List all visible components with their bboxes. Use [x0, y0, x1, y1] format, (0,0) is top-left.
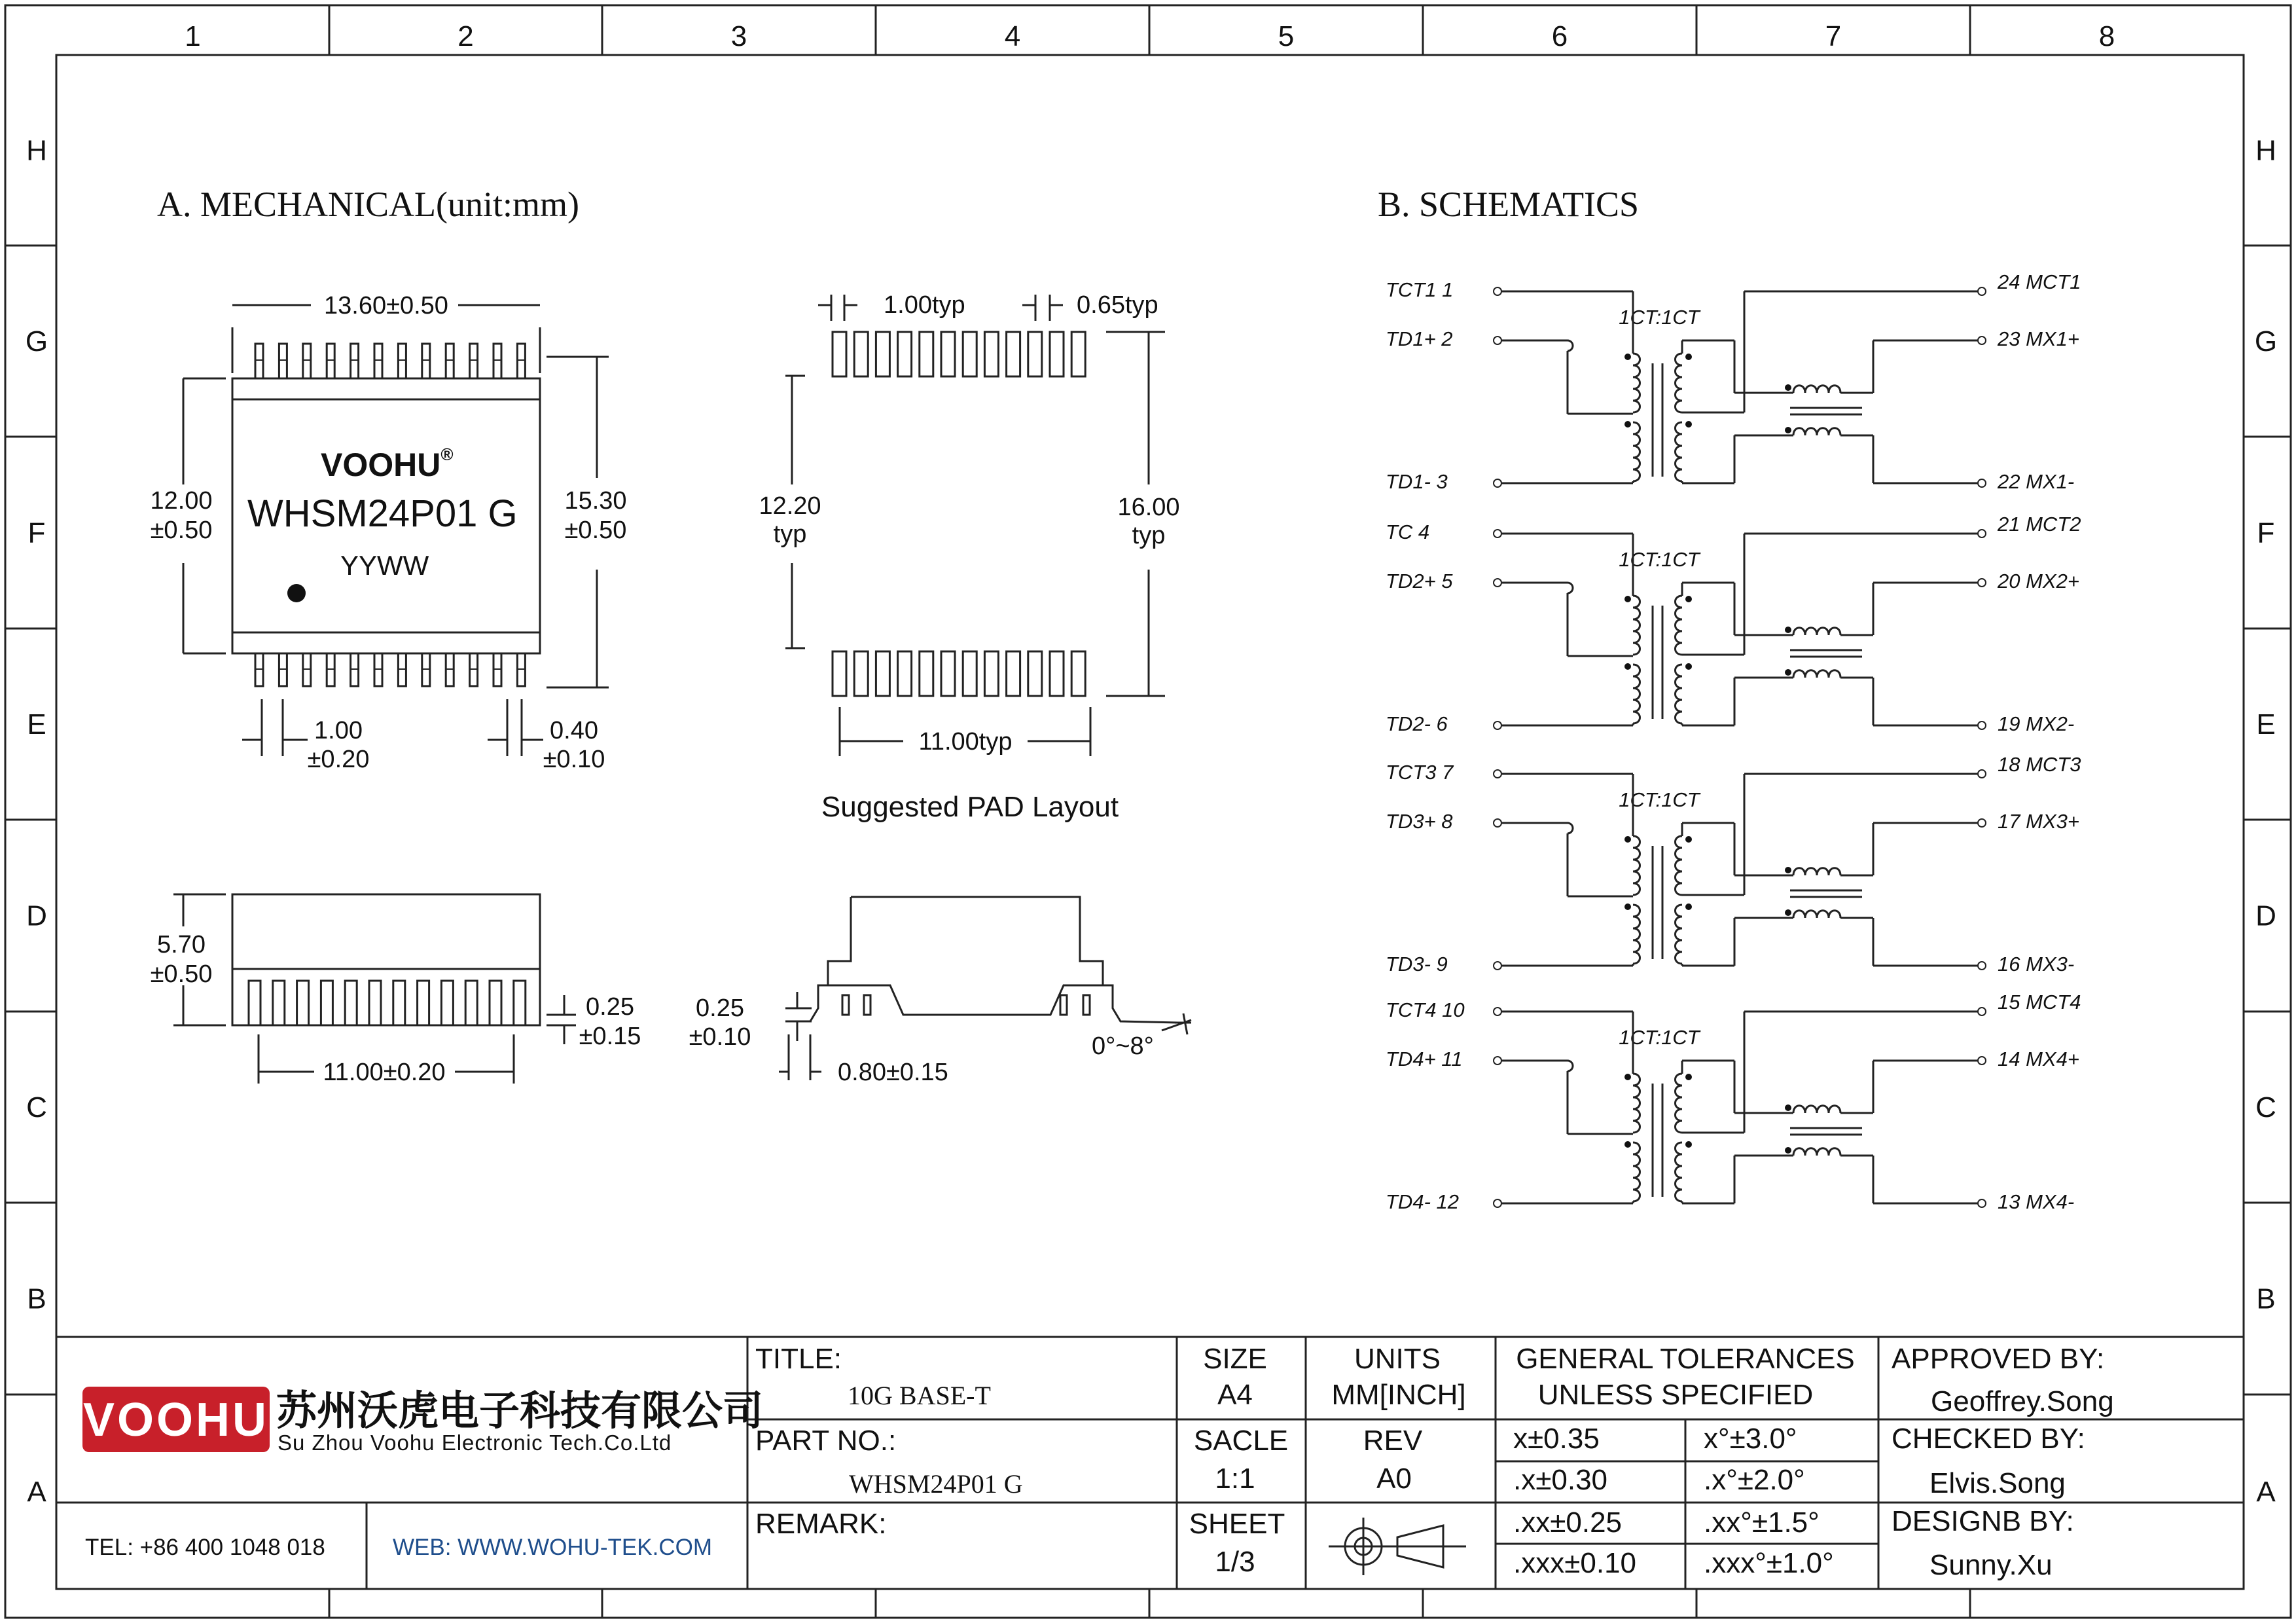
pin-label: 17 MX3+	[1998, 810, 2079, 833]
datecode-mark: YYWW	[340, 550, 429, 581]
rev-label: REV	[1363, 1425, 1423, 1457]
grid-column-label: 7	[1825, 20, 1842, 52]
polarity-dot	[1685, 903, 1692, 910]
pin-terminal	[1494, 337, 1501, 344]
pin-terminal	[1978, 721, 1986, 729]
grid-row-label: D	[2255, 900, 2276, 932]
pin-label: TD4+ 11	[1386, 1048, 1463, 1070]
web-link[interactable]: WEB: WWW.WOHU-TEK.COM	[393, 1535, 712, 1560]
pin-terminal	[1978, 337, 1986, 344]
tolerance-linear: .xxx±0.10	[1513, 1547, 1637, 1579]
polarity-dot	[1785, 627, 1791, 633]
pin-label: TD2- 6	[1386, 712, 1448, 735]
pin-label: 15 MCT4	[1998, 991, 2081, 1013]
lead-thickness-1: 0.25	[696, 994, 744, 1022]
sheet-label: SHEET	[1189, 1508, 1285, 1540]
dim-top-width: 13.60±0.50	[324, 292, 448, 319]
sheet-value: 1/3	[1215, 1546, 1255, 1578]
tolerance-angular: .x°±2.0°	[1704, 1464, 1805, 1496]
part-mark: WHSM24P01 G	[247, 492, 518, 535]
pin-label: 19 MX2-	[1998, 712, 2075, 735]
pin-terminal	[1494, 819, 1501, 827]
pin-label: 23 MX1+	[1998, 327, 2079, 350]
pad-span: 11.00typ	[918, 728, 1013, 756]
pin-label: 13 MX4-	[1998, 1190, 2075, 1213]
grid-row-label: C	[26, 1091, 47, 1123]
checked-label: CHECKED BY:	[1892, 1423, 2085, 1455]
dim-overall-height-2: ±0.50	[564, 517, 627, 544]
pin-label: TD1+ 2	[1386, 327, 1453, 350]
pin-terminal	[1494, 962, 1501, 970]
pin-terminal	[1978, 819, 1986, 827]
pin-label: 14 MX4+	[1998, 1048, 2079, 1070]
polarity-dot	[1685, 1141, 1692, 1148]
grid-column-label: 8	[2098, 20, 2115, 52]
polarity-dot	[1785, 1104, 1791, 1111]
pin-terminal	[1494, 1057, 1501, 1065]
units-label: UNITS	[1354, 1343, 1441, 1375]
pad-pitch: 1.00typ	[884, 291, 965, 319]
dim-body-height-1: 12.00	[150, 487, 213, 515]
pad-inner-2: typ	[773, 520, 807, 548]
pin-terminal	[1978, 1057, 1986, 1065]
polarity-dot	[1624, 354, 1631, 360]
pin-label: TC 4	[1386, 520, 1430, 543]
pin-terminal	[1494, 1008, 1501, 1015]
designed-label: DESIGNB BY:	[1892, 1505, 2074, 1537]
schematics-heading: B. SCHEMATICS	[1378, 185, 1640, 224]
pin-terminal	[1494, 1199, 1501, 1207]
polarity-dot	[1785, 669, 1791, 676]
grid-row-label: B	[27, 1283, 46, 1315]
part-value: WHSM24P01 G	[849, 1469, 1023, 1499]
grid-column-label: 6	[1551, 20, 1568, 52]
pin-terminal	[1978, 287, 1986, 295]
polarity-dot	[1624, 1141, 1631, 1148]
polarity-dot	[1685, 596, 1692, 602]
polarity-dot	[1624, 421, 1631, 428]
grid-row-label: C	[2255, 1091, 2276, 1123]
polarity-dot	[1785, 427, 1791, 433]
remark-label: REMARK:	[755, 1508, 887, 1540]
grid-column-label: 5	[1278, 20, 1295, 52]
size-label: SIZE	[1203, 1343, 1267, 1375]
pin-label: 21 MCT2	[1998, 513, 2081, 536]
dim-height-2: ±0.50	[150, 960, 213, 988]
grid-column-label: 2	[457, 20, 474, 52]
grid-column-label: 4	[1004, 20, 1021, 52]
pin-label: 24 MCT1	[1998, 270, 2081, 293]
dim-body-height-2: ±0.50	[150, 517, 213, 544]
grid-row-label: E	[27, 708, 46, 740]
mechanical-heading: A. MECHANICAL(unit:mm)	[157, 185, 579, 224]
pin-terminal	[1494, 579, 1501, 587]
polarity-dot	[1785, 867, 1791, 873]
grid-row-label: G	[25, 325, 48, 357]
pin-label: TCT1 1	[1386, 278, 1454, 301]
transformer-ratio: 1CT:1CT	[1619, 306, 1700, 329]
polarity-dot	[1624, 903, 1631, 910]
approved-value: Geoffrey.Song	[1931, 1385, 2114, 1417]
tolerance-linear: .xx±0.25	[1513, 1506, 1623, 1539]
lead-thickness-2: ±0.10	[689, 1023, 751, 1051]
pin1-dot	[287, 584, 306, 602]
pin-terminal	[1978, 479, 1986, 487]
pin-label: TCT3 7	[1386, 761, 1454, 784]
units-value: MM[INCH]	[1331, 1379, 1466, 1411]
company-name-en: Su Zhou Voohu Electronic Tech.Co.Ltd	[278, 1431, 672, 1455]
grid-column-label: 3	[730, 20, 747, 52]
grid-row-label: G	[2254, 325, 2278, 357]
scale-value: 1:1	[1215, 1463, 1255, 1495]
pin-label: TD3- 9	[1386, 953, 1448, 976]
grid-row-label: F	[27, 517, 46, 549]
checked-value: Elvis.Song	[1929, 1467, 2066, 1499]
dim-overall-height-1: 15.30	[564, 487, 627, 515]
title-label: TITLE:	[755, 1343, 842, 1375]
pin-label: 18 MCT3	[1998, 753, 2081, 776]
tolerance-label-2: UNLESS SPECIFIED	[1537, 1379, 1814, 1411]
size-value: A4	[1217, 1379, 1253, 1411]
pin-terminal	[1494, 287, 1501, 295]
grid-row-label: D	[26, 900, 47, 932]
pin-terminal	[1494, 721, 1501, 729]
dim-lead-span: 11.00±0.20	[323, 1059, 446, 1086]
pin-terminal	[1978, 579, 1986, 587]
pin-terminal	[1978, 530, 1986, 538]
dim-lead-width-1: 0.40	[550, 717, 598, 744]
polarity-dot	[1624, 836, 1631, 843]
tolerance-linear: .x±0.30	[1513, 1464, 1608, 1496]
dim-pitch-2: ±0.20	[307, 746, 370, 773]
pin-terminal	[1978, 1008, 1986, 1015]
pin-label: TD1- 3	[1386, 470, 1448, 493]
tolerance-angular: x°±3.0°	[1704, 1423, 1797, 1455]
grid-column-label: 1	[185, 20, 201, 52]
foot-length: 0.80±0.15	[838, 1059, 948, 1086]
transformer-ratio: 1CT:1CT	[1619, 1026, 1700, 1049]
pad-caption: Suggested PAD Layout	[821, 791, 1119, 823]
polarity-dot	[1685, 1074, 1692, 1080]
pin-terminal	[1494, 479, 1501, 487]
pin-label: 16 MX3-	[1998, 953, 2075, 976]
pin-terminal	[1494, 530, 1501, 538]
pin-label: TCT4 10	[1386, 998, 1465, 1021]
pad-outer-2: typ	[1132, 522, 1166, 549]
pin-terminal	[1978, 962, 1986, 970]
grid-row-label: B	[2256, 1283, 2276, 1315]
polarity-dot	[1685, 836, 1692, 843]
polarity-dot	[1785, 909, 1791, 916]
dim-pitch-1: 1.00	[314, 717, 363, 744]
polarity-dot	[1624, 1074, 1631, 1080]
pin-label: TD3+ 8	[1386, 810, 1453, 833]
pin-terminal	[1494, 770, 1501, 778]
grid-row-label: H	[26, 134, 47, 167]
dim-standoff-2: ±0.15	[579, 1023, 641, 1050]
polarity-dot	[1685, 663, 1692, 670]
tolerance-label-1: GENERAL TOLERANCES	[1516, 1343, 1855, 1375]
transformer-ratio: 1CT:1CT	[1619, 548, 1700, 571]
grid-row-label: H	[2255, 134, 2276, 167]
transformer-ratio: 1CT:1CT	[1619, 788, 1700, 811]
grid-row-label: A	[27, 1476, 46, 1508]
designed-value: Sunny.Xu	[1929, 1549, 2053, 1581]
company-name-cn: 苏州沃虎电子科技有限公司	[276, 1389, 764, 1434]
polarity-dot	[1624, 596, 1631, 602]
polarity-dot	[1685, 421, 1692, 428]
pin-label: 20 MX2+	[1998, 570, 2079, 593]
polarity-dot	[1785, 1147, 1791, 1154]
rev-value: A0	[1376, 1463, 1412, 1495]
dim-height-1: 5.70	[157, 931, 206, 958]
pad-width: 0.65typ	[1077, 291, 1158, 319]
dim-standoff-1: 0.25	[586, 993, 634, 1021]
scale-label: SACLE	[1193, 1425, 1289, 1457]
pad-inner-1: 12.20	[759, 492, 821, 520]
tel-text: TEL: +86 400 1048 018	[85, 1535, 325, 1560]
brand-mark: VOOHU®	[321, 445, 454, 483]
grid-row-label: A	[2256, 1476, 2276, 1508]
part-label: PART NO.:	[755, 1425, 897, 1457]
tolerance-angular: .xx°±1.5°	[1704, 1506, 1820, 1539]
polarity-dot	[1785, 384, 1791, 391]
polarity-dot	[1624, 663, 1631, 670]
pin-label: 22 MX1-	[1998, 470, 2075, 493]
tolerance-angular: .xxx°±1.0°	[1704, 1547, 1834, 1579]
pin-terminal	[1978, 770, 1986, 778]
grid-row-label: F	[2257, 517, 2275, 549]
pin-label: TD4- 12	[1386, 1190, 1459, 1213]
dim-lead-width-2: ±0.10	[543, 746, 605, 773]
tolerance-linear: x±0.35	[1513, 1423, 1600, 1455]
pad-outer-1: 16.00	[1117, 494, 1180, 521]
polarity-dot	[1685, 354, 1692, 360]
grid-row-label: E	[2256, 708, 2276, 740]
company-logo: VOOHU	[82, 1394, 270, 1446]
title-value: 10G BASE-T	[848, 1381, 991, 1410]
approved-label: APPROVED BY:	[1892, 1343, 2105, 1375]
lead-angle: 0°~8°	[1092, 1032, 1154, 1060]
pin-terminal	[1978, 1199, 1986, 1207]
pin-label: TD2+ 5	[1386, 570, 1453, 593]
